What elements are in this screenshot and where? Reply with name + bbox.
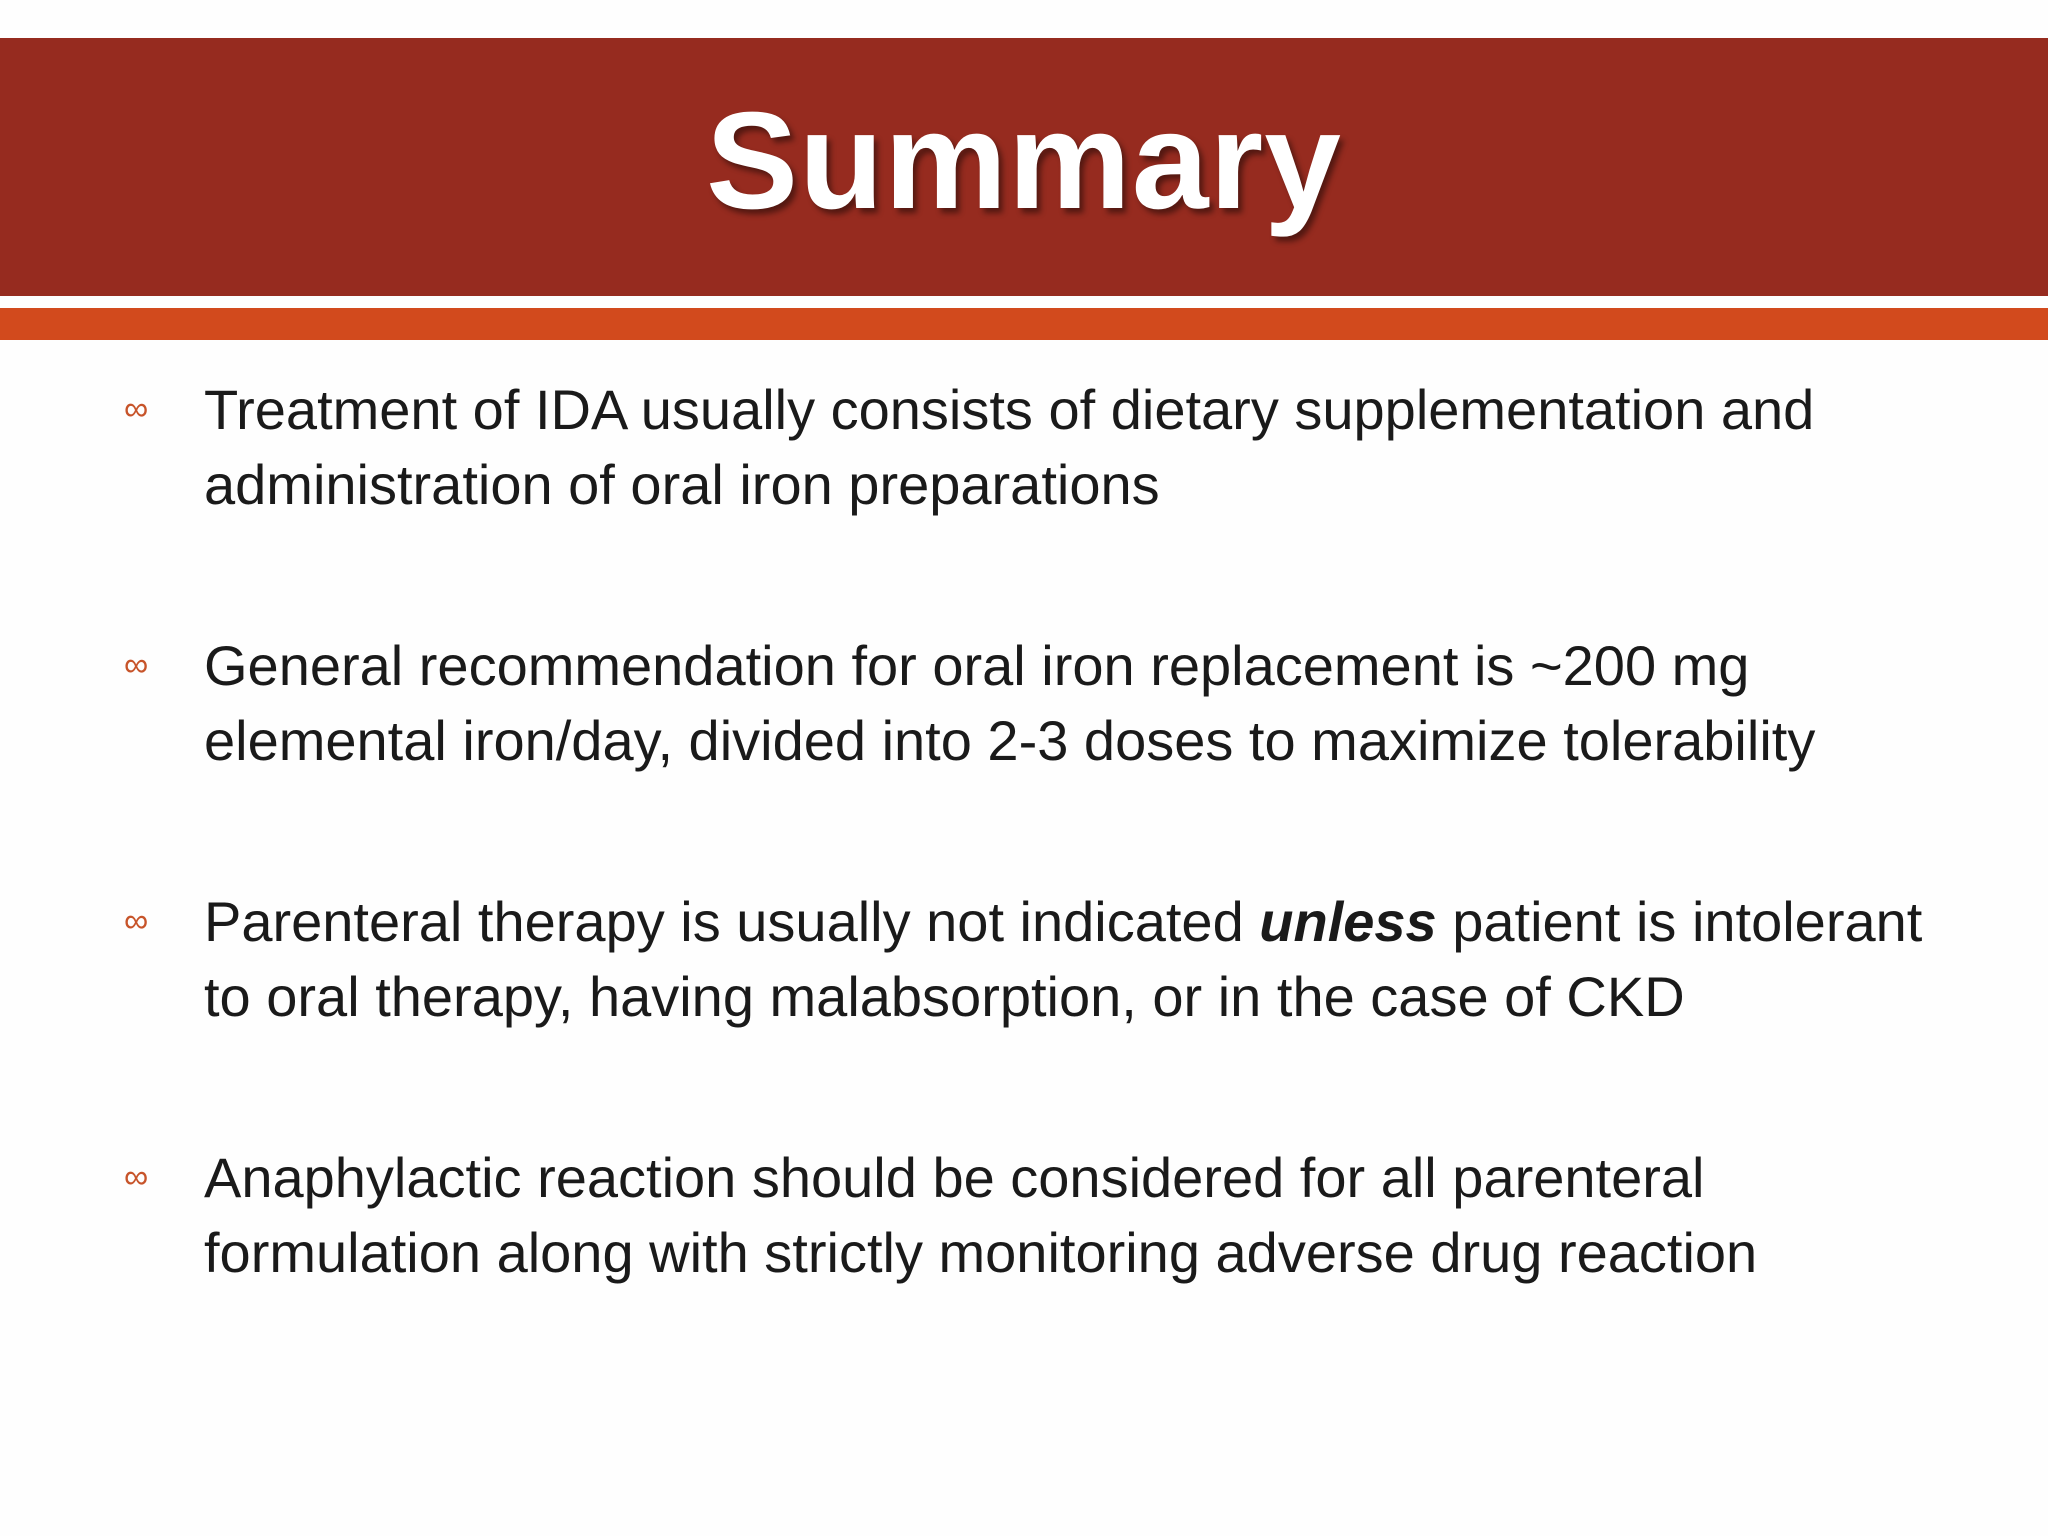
accent-divider [0, 308, 2048, 340]
bullet-text: Anaphylactic reaction should be considered for all parenteral formulation along with strictly monitoring adverse drug reaction [204, 1146, 1758, 1284]
bullet-item-3 [120, 884, 1940, 1034]
bullet-text-after: patient is intolerant to oral therapy, having malabsorption, or in the case of CKD [204, 890, 1923, 1028]
bullet-list [120, 372, 1940, 1290]
slide-title: Summary [706, 83, 1342, 238]
bullet-text: Treatment of IDA usually consists of dietary supplementation and administration of oral iron preparations [204, 378, 1815, 516]
bullet-text: General recommendation for oral iron replacement is ~200 mg elemental iron/day, divided into 2-3 doses to maximize tolerability [204, 634, 1816, 772]
emphasis-unless: unless [1259, 890, 1437, 953]
title-bar [0, 38, 2048, 296]
bullet-item-1 [120, 372, 1940, 522]
bullet-text [204, 884, 1940, 1034]
bullet-icon: ∞ [124, 646, 149, 684]
bullet-icon: ∞ [124, 390, 149, 428]
bullet-item-2 [120, 628, 1940, 778]
bullet-icon: ∞ [124, 1158, 149, 1196]
bullet-text-before: Parenteral therapy is usually not indicated [204, 890, 1260, 953]
bullet-item-4 [120, 1140, 1940, 1290]
bullet-icon: ∞ [124, 902, 149, 940]
